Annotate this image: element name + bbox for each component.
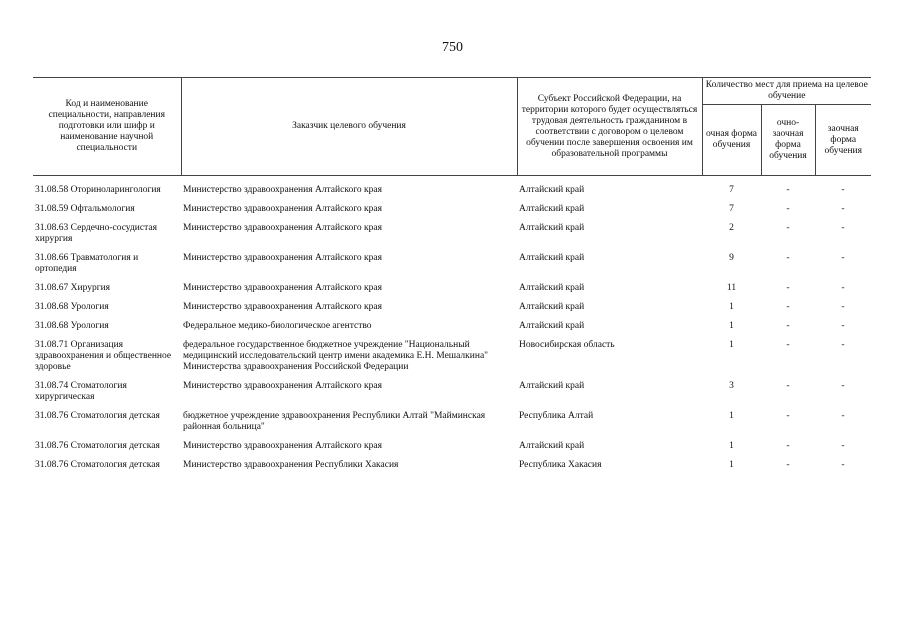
- code-cell: 31.08.76 Стоматология детская: [35, 460, 160, 470]
- correspondence-cell: -: [841, 185, 845, 195]
- code-cell: 31.08.68 Урология: [35, 321, 109, 331]
- part-time-cell: -: [786, 302, 790, 312]
- header-places: Количество мест для приема на целевое обучение: [702, 78, 871, 105]
- correspondence-cell: -: [841, 411, 845, 421]
- table-row: [33, 185, 871, 204]
- target-training-table: [33, 77, 871, 479]
- correspondence-cell: -: [841, 253, 845, 263]
- customer-cell: Федеральное медико-биологическое агентство: [183, 321, 372, 331]
- subject-cell: Республика Хакасия: [519, 460, 602, 470]
- table-row: [33, 253, 871, 283]
- subject-cell: Алтайский край: [519, 223, 585, 233]
- customer-cell: Министерство здравоохранения Алтайского края: [183, 204, 382, 214]
- customer-cell: Министерство здравоохранения Алтайского края: [183, 185, 382, 195]
- customer-cell: бюджетное учреждение здравоохранения Республики Алтай "Майминская районная больница": [183, 411, 486, 432]
- code-cell: 31.08.68 Урология: [35, 302, 109, 312]
- correspondence-cell: -: [841, 340, 845, 350]
- correspondence-cell: -: [841, 321, 845, 331]
- code-cell: 31.08.67 Хирургия: [35, 283, 111, 293]
- customer-cell: Министерство здравоохранения Алтайского края: [183, 253, 382, 263]
- table-row: [33, 204, 871, 223]
- full-time-cell: 1: [729, 321, 734, 331]
- subject-cell: Алтайский край: [519, 253, 585, 263]
- header-part-time: очно-заочная форма обучения: [761, 105, 815, 176]
- part-time-cell: -: [786, 204, 790, 214]
- part-time-cell: -: [786, 381, 790, 391]
- customer-cell: Министерство здравоохранения Алтайского края: [183, 283, 382, 293]
- part-time-cell: -: [786, 460, 790, 470]
- correspondence-cell: -: [841, 283, 845, 293]
- part-time-cell: -: [786, 321, 790, 331]
- part-time-cell: -: [786, 253, 790, 263]
- table-row: [33, 302, 871, 321]
- code-cell: 31.08.59 Офтальмология: [35, 204, 135, 214]
- customer-cell: Министерство здравоохранения Алтайского края: [183, 223, 382, 233]
- full-time-cell: 1: [729, 460, 734, 470]
- full-time-cell: 3: [729, 381, 734, 391]
- correspondence-cell: -: [841, 204, 845, 214]
- table-header: [33, 78, 871, 176]
- subject-cell: Алтайский край: [519, 321, 585, 331]
- code-cell: 31.08.74 Стоматология хирургическая: [35, 381, 127, 402]
- subject-cell: Алтайский край: [519, 204, 585, 214]
- subject-cell: Республика Алтай: [519, 411, 594, 421]
- part-time-cell: -: [786, 340, 790, 350]
- part-time-cell: -: [786, 223, 790, 233]
- correspondence-cell: -: [841, 302, 845, 312]
- code-cell: 31.08.76 Стоматология детская: [35, 441, 160, 451]
- part-time-cell: -: [786, 441, 790, 451]
- customer-cell: Министерство здравоохранения Республики Хакасия: [183, 460, 399, 470]
- full-time-cell: 1: [729, 411, 734, 421]
- subject-cell: Алтайский край: [519, 185, 585, 195]
- code-cell: 31.08.63 Сердечно-сосудистая хирургия: [35, 223, 157, 244]
- customer-cell: федеральное государственное бюджетное учреждение "Национальный медицинский исследовательский центр имени академика Е.Н. Мешалкина" Министерства здравоохранения Российской Федерации: [183, 340, 489, 372]
- customer-cell: Министерство здравоохранения Алтайского края: [183, 302, 382, 312]
- part-time-cell: -: [786, 411, 790, 421]
- table-row: [33, 411, 871, 441]
- correspondence-cell: -: [841, 381, 845, 391]
- subject-cell: Алтайский край: [519, 441, 585, 451]
- code-cell: 31.08.71 Организация здравоохранения и общественное здоровье: [35, 340, 172, 372]
- table-row: [33, 441, 871, 460]
- full-time-cell: 1: [729, 340, 734, 350]
- header-subject: Субъект Российской Федерации, на территории которого будет осуществляться трудовая деятельность гражданином в соответствии с договором о целевом обучении после завершения освоения им образовательной программы: [517, 78, 702, 176]
- header-code: Код и наименование специальности, направления подготовки или шифр и наименование научной специальности: [33, 78, 181, 176]
- code-cell: 31.08.58 Оториноларингология: [35, 185, 161, 195]
- correspondence-cell: -: [841, 460, 845, 470]
- page-number: 750: [442, 40, 463, 55]
- table-row: [33, 223, 871, 253]
- full-time-cell: 1: [729, 441, 734, 451]
- part-time-cell: -: [786, 185, 790, 195]
- table-row: [33, 283, 871, 302]
- customer-cell: Министерство здравоохранения Алтайского края: [183, 441, 382, 451]
- full-time-cell: 7: [729, 185, 734, 195]
- correspondence-cell: -: [841, 223, 845, 233]
- customer-cell: Министерство здравоохранения Алтайского края: [183, 381, 382, 391]
- table-row: [33, 321, 871, 340]
- full-time-cell: 2: [729, 223, 734, 233]
- table-row: [33, 340, 871, 381]
- correspondence-cell: -: [841, 441, 845, 451]
- subject-cell: Алтайский край: [519, 381, 585, 391]
- full-time-cell: 11: [726, 283, 737, 293]
- code-cell: 31.08.76 Стоматология детская: [35, 411, 160, 421]
- table-row: [33, 381, 871, 411]
- subject-cell: Алтайский край: [519, 302, 585, 312]
- full-time-cell: 9: [729, 253, 734, 263]
- code-cell: 31.08.66 Травматология и ортопедия: [35, 253, 139, 274]
- header-customer: Заказчик целевого обучения: [181, 78, 517, 176]
- part-time-cell: -: [786, 283, 790, 293]
- full-time-cell: 7: [729, 204, 734, 214]
- subject-cell: Новосибирская область: [519, 340, 615, 350]
- header-full-time: очная форма обучения: [702, 105, 761, 176]
- table-body: [33, 176, 871, 480]
- table-row: [33, 460, 871, 479]
- full-time-cell: 1: [729, 302, 734, 312]
- subject-cell: Алтайский край: [519, 283, 585, 293]
- header-correspondence: заочная форма обучения: [815, 105, 871, 176]
